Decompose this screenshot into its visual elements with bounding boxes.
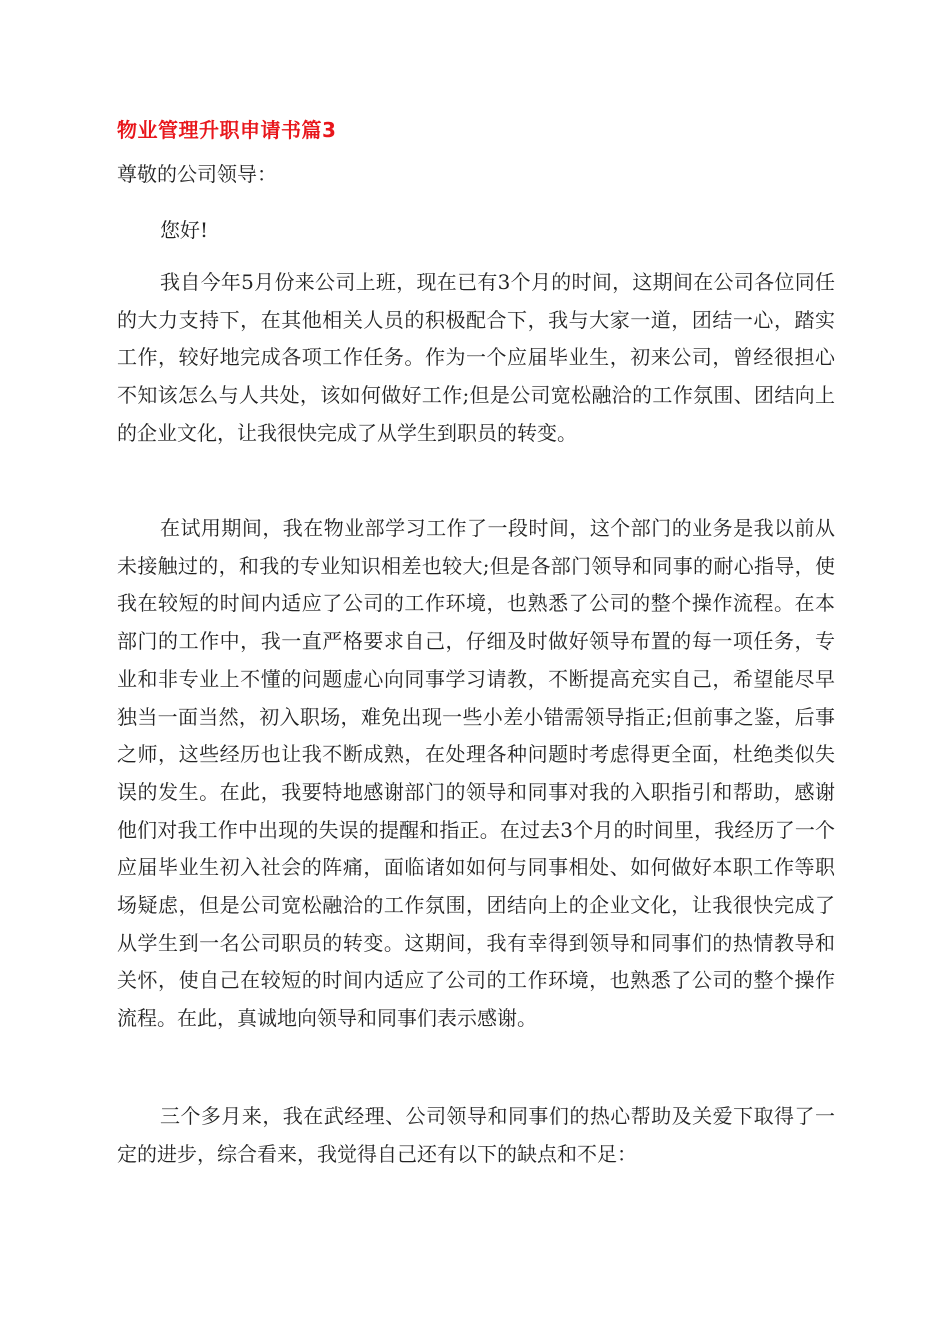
document-title: 物业管理升职申请书篇3	[117, 118, 337, 142]
paragraph-3: 三个多月来，我在武经理、公司领导和同事们的热心帮助及关爱下取得了一定的进步，综合看来，我觉得自己还有以下的缺点和不足：	[117, 1104, 835, 1166]
paragraph-2: 在试用期间，我在物业部学习工作了一段时间，这个部门的业务是我以前从未接触过的，和我的专业知识相差也较大;但是各部门领导和同事的耐心指导，使我在较短的时间内适应了公司的工作环境，也熟悉了公司的整个操作流程。在本部门的工作中，我一直严格要求自己，仔细及时做好领导布置的每一项任务，专业和非专业上不懂的问题虚心向同事学习请教，不断提高充实自己，希望能尽早独当一面当然，初入职场，难免出现一些小差小错需领导指正;但前事之鉴，后事之师，这些经历也让我不断成熟，在处理各种问题时考虑得更全面，杜绝类似失误的发生。在此，我要特地感谢部门的领导和同事对我的入职指引和帮助，感谢他们对我工作中出现的失误的提醒和指正。在过去3个月的时间里，我经历了一个应届毕业生初入社会的阵痛，面临诸如如何与同事相处、如何做好本职工作等职场疑虑，但是公司宽松融洽的工作氛围，团结向上的企业文化，让我很快完成了从学生到一名公司职员的转变。这期间，我有幸得到领导和同事们的热情教导和关怀，使自己在较短的时间内适应了公司的工作环境，也熟悉了公司的整个操作流程。在此，真诚地向领导和同事们表示感谢。	[117, 516, 835, 1031]
paragraph-1: 我自今年5月份来公司上班，现在已有3个月的时间，这期间在公司各位同任的大力支持下，在其他相关人员的积极配合下，我与大家一道，团结一心，踏实工作，较好地完成各项工作任务。作为一个应届毕业生，初来公司，曾经很担心不知该怎么与人共处，该如何做好工作;但是公司宽松融洽的工作氛围、团结向上的企业文化，让我很快完成了从学生到职员的转变。	[117, 270, 835, 445]
greeting: 您好!	[160, 218, 209, 242]
salutation: 尊敬的公司领导：	[117, 162, 277, 186]
